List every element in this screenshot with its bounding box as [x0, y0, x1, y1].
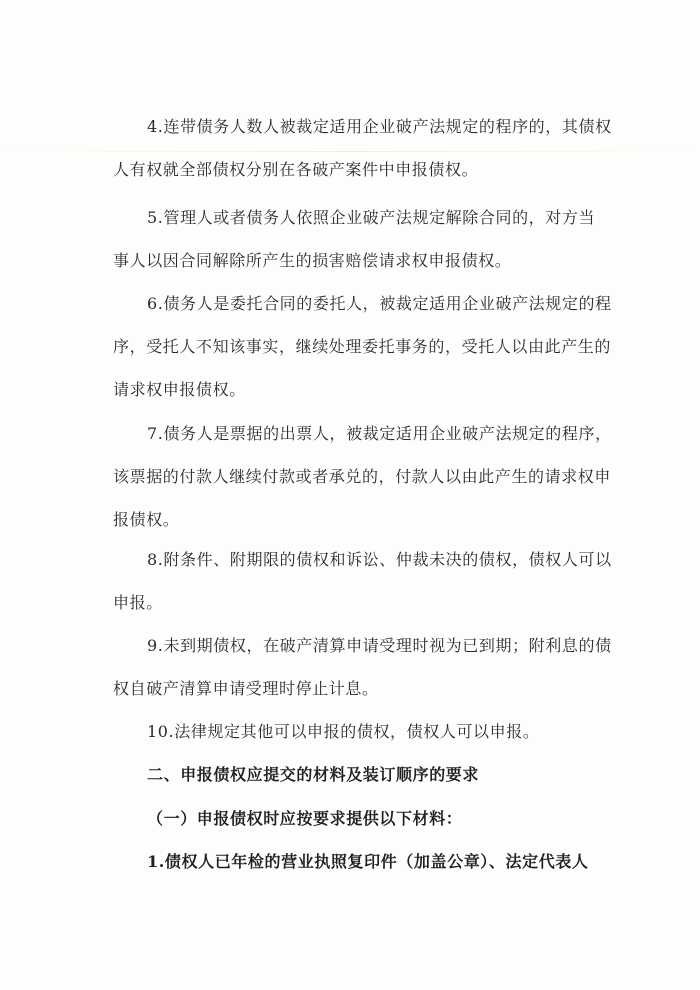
list-item-10-line-1: 10.法律规定其他可以申报的债权，债权人可以申报。 [147, 722, 540, 741]
list-item-6-line-1: 6.债务人是委托合同的委托人，被裁定适用企业破产法规定的程 [147, 294, 612, 313]
list-item-9-line-2: 权自破产清算申请受理时停止计息。 [113, 679, 379, 698]
section-heading [113, 753, 608, 796]
list-item-7 [113, 412, 612, 541]
section-heading-text: 二、申报债权应提交的材料及装订顺序的要求 [147, 765, 480, 784]
list-item-7-line-1: 7.债务人是票据的出票人，被裁定适用企业破产法规定的程序， [147, 424, 612, 443]
list-item-7-line-3: 报债权。 [113, 510, 180, 529]
list-item-5-line-1: 5.管理人或者债务人依照企业破产法规定解除合同的，对方当 [147, 208, 596, 227]
list-item-4-line-2: 人有权就全部债权分别在各破产案件中申报债权。 [113, 160, 479, 179]
list-item-4 [113, 105, 612, 191]
list-item-5-line-2: 事人以因合同解除所产生的损害赔偿请求权申报债权。 [113, 251, 512, 270]
list-item-6 [113, 282, 612, 411]
material-item-1-line-1: 1.债权人已年检的营业执照复印件（加盖公章）、法定代表人 [147, 852, 589, 871]
subsection-heading [113, 797, 608, 840]
list-item-9-line-1: 9.未到期债权，在破产清算申请受理时视为已到期；附利息的债 [147, 636, 612, 655]
list-item-7-line-2: 该票据的付款人继续付款或者承兑的，付款人以由此产生的请求权申 [113, 467, 612, 486]
list-item-5 [113, 196, 608, 282]
list-item-10 [113, 710, 608, 753]
list-item-8-line-1: 8.附条件、附期限的债权和诉讼、仲裁未决的债权，债权人可以 [147, 550, 612, 569]
list-item-9 [113, 624, 612, 710]
list-item-8 [113, 538, 612, 624]
list-item-6-line-3: 请求权申报债权。 [113, 380, 246, 399]
subsection-heading-text: （一）申报债权时应按要求提供以下材料： [147, 809, 463, 828]
list-item-4-line-1: 4.连带债务人数人被裁定适用企业破产法规定的程序的，其债权 [147, 117, 612, 136]
list-item-6-line-2: 序，受托人不知该事实，继续处理委托事务的，受托人以由此产生的 [113, 337, 612, 356]
material-item-1 [113, 840, 608, 883]
list-item-8-line-2: 申报。 [113, 593, 163, 612]
